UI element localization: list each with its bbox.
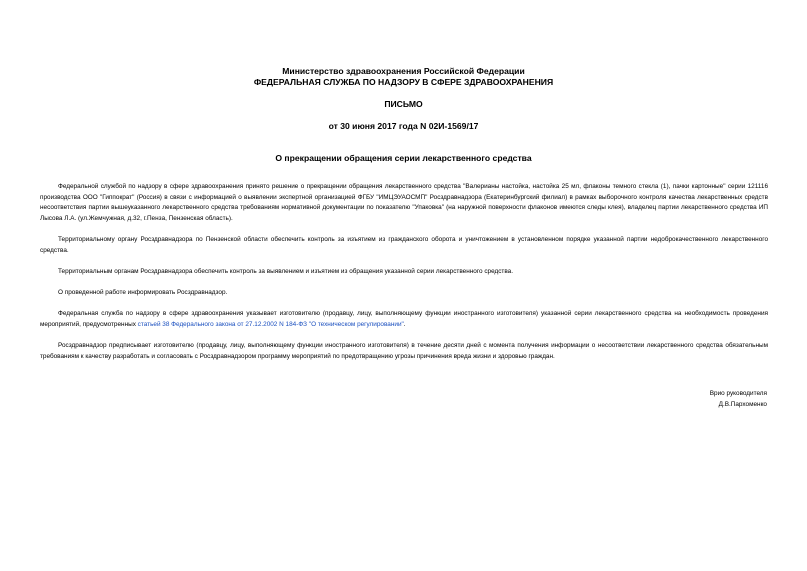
paragraph-1: Федеральной службой по надзору в сфере здравоохранения принято решение о прекращении обращения лекарственного средства "Валерианы настойка, настойка 25 мл, флаконы темного стекла (1), пачки картонные" серии 121116 производства ООО "Гиппократ" (Россия) в связи с информацией о выявлении экспертной организацией ФГБУ "ИМЦЭУАОСМП" Росздравнадзора (Екатеринбургский филиал) в рамках выборочного контроля качества лекарственных средств несоответствия партии вышеуказанного лекарственного средства требованиям нормативной документации по показателю "Упаковка" (на наружной поверхности флаконов имеются следы клея), владелец партии лекарственного средства ИП Лысова Л.А. (ул.Жемчужная, д.32, г.Пенза, Пензенская область). bbox=[40, 183, 768, 222]
document-title: О прекращении обращения серии лекарственного средства bbox=[275, 153, 532, 163]
service-name: ФЕДЕРАЛЬНАЯ СЛУЖБА ПО НАДЗОРУ В СФЕРЕ ЗДРАВООХРАНЕНИЯ bbox=[253, 77, 554, 87]
paragraph-5-text: Федеральная служба по надзору в сфере здравоохранения указывает изготовителю (продавцу, лицу, выполняющему функции иностранного изготовителя) указанной серии лекарственного средства на необходимость проведения мероприятий, предусмотренных bbox=[40, 310, 768, 328]
paragraph-2: Территориальному органу Росздравнадзора по Пензенской области обеспечить контроль за изъятием из гражданского оборота и уничтожением в установленном порядке указанной партии недоброкачественного лекарственного средства. bbox=[40, 235, 768, 254]
document-header bbox=[0, 66, 807, 88]
ministry-name: Министерство здравоохранения Российской Федерации bbox=[282, 66, 525, 76]
paragraph-3: Территориальным органам Росздравнадзора обеспечить контроль за выявлением и изъятием из обращения указанной серии лекарственного средства. bbox=[58, 267, 514, 275]
document-date-number: от 30 июня 2017 года N 02И-1569/17 bbox=[328, 121, 479, 131]
paragraph-5-end: . bbox=[403, 320, 406, 328]
signatory-position: Врио руководителя bbox=[709, 390, 767, 397]
paragraph-5 bbox=[40, 309, 768, 330]
signatory-name: Д.В.Пархоменко bbox=[718, 400, 767, 408]
paragraph-6: Росздравнадзор предписывает изготовителю (продавцу, лицу, выполняющему функции иностранного изготовителя) в течение десяти дней с момента получения информации о несоответствии лекарственного средства обязательным требованиям к качеству разработать и согласовать с Росздравнадзором программу мероприятий по предотвращению угрозы причинения вреда жизни и здоровью граждан. bbox=[40, 341, 768, 360]
document-kind: ПИСЬМО bbox=[384, 99, 423, 109]
signature-block bbox=[710, 389, 767, 410]
law-reference-link[interactable]: статьей 38 Федерального закона от 27.12.2002 N 184-ФЗ "О техническом регулировании" bbox=[137, 320, 404, 328]
document-body bbox=[40, 182, 768, 373]
paragraph-4: О проведенной работе информировать Росздравнадзор. bbox=[58, 288, 228, 296]
